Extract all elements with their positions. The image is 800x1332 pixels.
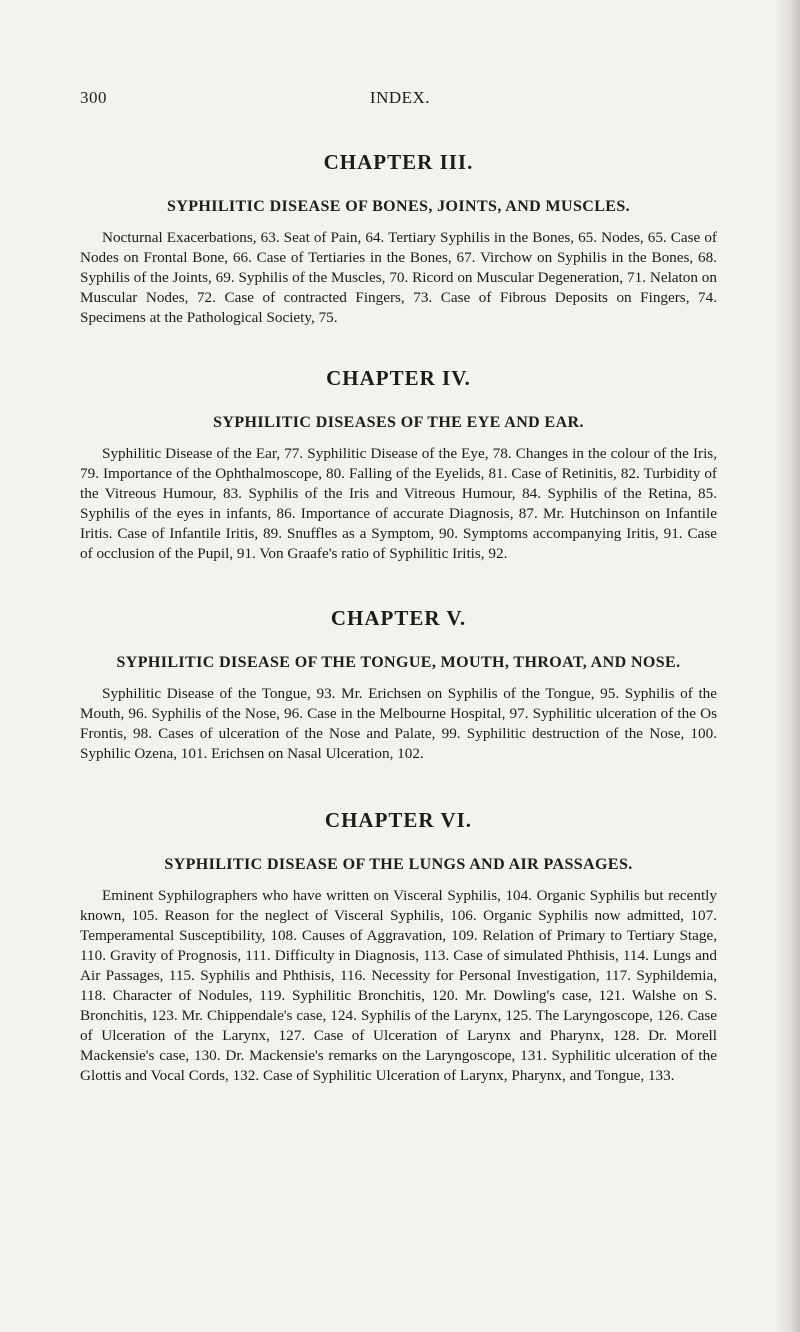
chapter-body: Syphilitic Disease of the Tongue, 93. Mr. Erichsen on Syphilis of the Tongue, 95. Syphilis of the Mouth, 96. Syphilis of the Nose, 96. Case in the Melbourne Hospital, 97. Syphilitic ulceration of the Os Frontis, 98. Cases of ulceration of the Nose and Palate, 99. Syphilitic destruction of the Nose, 100. Syphilic Ozena, 101. Erichsen on Nasal Ulceration, 102. [80, 685, 717, 762]
chapter-body: Syphilitic Disease of the Ear, 77. Syphilitic Disease of the Eye, 78. Changes in the colour of the Iris, 79. Importance of the Ophthalmoscope, 80. Falling of the Eyelids, 81. Case of Retinitis, 82. Turbidity of the Vitreous Humour, 83. Syphilis of the Iris and Vitreous Humour, 84. Syphilis of the Retina, 85. Syphilis of the eyes in infants, 86. Importance of accurate Diagnosis, 87. Mr. Hutchinson on Infantile Iritis. Case of Infantile Iritis, 89. Snuffles as a Symptom, 90. Symptoms accompanying Iritis, 91. Case of occlusion of the Pupil, 91. Von Graafe's ratio of Syphilitic Iritis, 92. [80, 445, 717, 562]
chapter-body: Eminent Syphilographers who have written on Visceral Syphilis, 104. Organic Syphilis but recently known, 105. Reason for the neglect of Visceral Syphilis, 106. Organic Syphilis now admitted, 107. Temperamental Susceptibility, 108. Causes of Aggravation, 109. Relation of Primary to Tertiary Stage, 110. Gravity of Prognosis, 111. Difficulty in Diagnosis, 113. Case of simulated Phthisis, 114. Lungs and Air Passages, 115. Syphilis and Phthisis, 116. Necessity for Personal Investigation, 117. Syphildemia, 118. Character of Nodules, 119. Syphilitic Bronchitis, 120. Mr. Dowling's case, 121. Walshe on S. Bronchitis, 123. Mr. Chippendale's case, 124. Syphilis of the Larynx, 125. The Laryngoscope, 126. Case of Ulceration of the Larynx, 127. Case of Ulceration of Larynx and Pharynx, 128. Dr. Morell Mackensie's case, 130. Dr. Mackensie's remarks on the Laryngoscope, 131. Syphilitic ulceration of the Glottis and Vocal Cords, 132. Case of Syphilitic Ulceration of Larynx, Pharynx, and Tongue, 133. [80, 887, 717, 1084]
chapter-subtitle: SYPHILITIC DISEASES OF THE EYE AND EAR. [213, 414, 584, 431]
index-content [80, 150, 717, 1124]
chapter-iii [80, 150, 717, 328]
chapter-title: CHAPTER V. [330, 606, 467, 630]
chapter-subtitle: SYPHILITIC DISEASE OF BONES, JOINTS, AND MUSCLES. [166, 198, 631, 215]
chapter-body: Nocturnal Exacerbations, 63. Seat of Pain, 64. Tertiary Syphilis in the Bones, 65. Nodes, 65. Case of Nodes on Frontal Bone, 66. Case of Tertiaries in the Bones, 67. Virchow on Syphilis in the Bones, 68. Syphilis of the Joints, 69. Syphilis of the Muscles, 70. Ricord on Muscular Degeneration, 71. Nelaton on Muscular Nodes, 72. Case of contracted Fingers, 73. Case of Fibrous Deposits on Fingers, 74. Specimens at the Pathological Society, 75. [80, 229, 717, 326]
chapter-title: CHAPTER III. [323, 150, 474, 174]
chapter-subtitle: SYPHILITIC DISEASE OF THE TONGUE, MOUTH, THROAT, AND NOSE. [116, 654, 681, 671]
page-number: 300 [80, 88, 107, 107]
running-head [80, 88, 720, 112]
chapter-title: CHAPTER IV. [326, 366, 471, 390]
chapter-subtitle: SYPHILITIC DISEASE OF THE LUNGS AND AIR PASSAGES. [164, 856, 633, 873]
chapter-iv [80, 366, 717, 564]
chapter-vi [80, 808, 717, 1086]
chapter-title: CHAPTER VI. [324, 808, 473, 832]
page-edge-shadow [774, 0, 800, 1332]
running-head-title: INDEX. [369, 88, 431, 107]
chapter-v [80, 606, 717, 764]
